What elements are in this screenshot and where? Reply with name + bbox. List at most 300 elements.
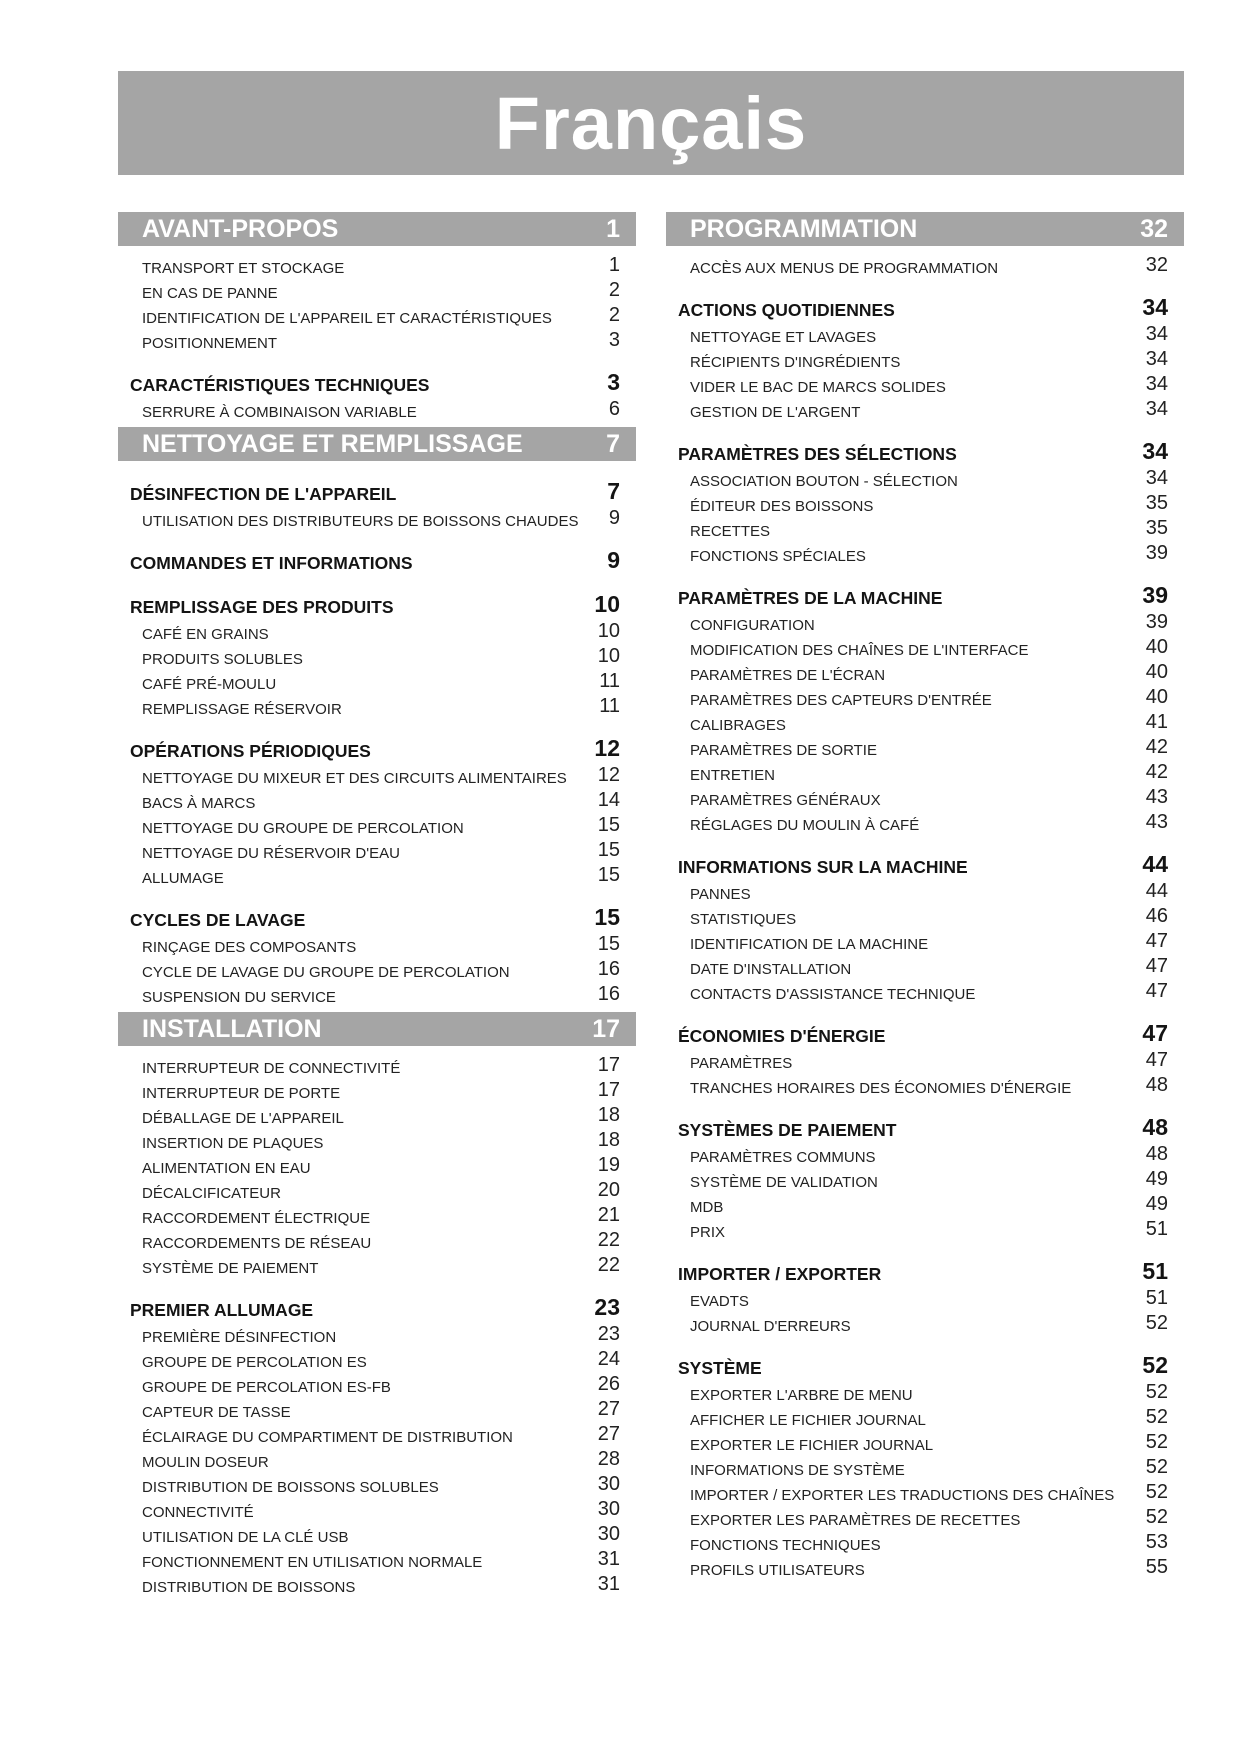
toc-page-number: 16 [597,958,620,980]
toc-item-label: EN CAS DE PANNE [142,285,278,302]
toc-item[interactable] [666,465,1184,490]
toc-item-label: PANNES [690,886,751,903]
toc-page-number: 17 [597,1079,620,1101]
toc-page-number: 22 [597,1229,620,1251]
toc-item[interactable] [666,321,1184,346]
toc-page-number: 23 [597,1323,620,1345]
toc-item[interactable] [118,1421,636,1446]
toc-page-number: 39 [1142,582,1168,608]
toc-item-label: VIDER LE BAC DE MARCS SOLIDES [690,379,946,396]
toc-page-number: 22 [597,1254,620,1276]
toc-section-label: DÉSINFECTION DE L'APPAREIL [130,484,397,504]
toc-item[interactable] [666,1047,1184,1072]
toc-item[interactable] [666,878,1184,903]
spacer [118,1277,636,1291]
toc-item[interactable] [666,659,1184,684]
toc-section[interactable] [666,435,1184,465]
toc-item-label: RÉCIPIENTS D'INGRÉDIENTS [690,354,901,371]
toc-item[interactable] [118,956,636,981]
toc-item-label: EXPORTER L'ARBRE DE MENU [690,1387,913,1404]
toc-item[interactable] [666,346,1184,371]
toc-section-label: ÉCONOMIES D'ÉNERGIE [678,1026,886,1046]
toc-item-label: CONFIGURATION [690,617,815,634]
toc-section[interactable] [118,732,636,762]
toc-page-number: 34 [1145,348,1168,370]
toc-item[interactable] [118,396,636,421]
toc-page-number: 52 [1145,1456,1168,1478]
toc-item[interactable] [666,1404,1184,1429]
toc-item[interactable] [118,762,636,787]
toc-page-number: 52 [1145,1431,1168,1453]
toc-item[interactable] [118,505,636,530]
toc-chapter-label: AVANT-PROPOS [142,214,339,243]
toc-item[interactable] [118,277,636,302]
toc-item[interactable] [118,1546,636,1571]
toc-item[interactable] [666,1429,1184,1454]
toc-item[interactable] [118,1252,636,1277]
toc-page-number: 47 [1145,980,1168,1002]
toc-item-label: ALIMENTATION EN EAU [142,1160,311,1177]
toc-page-number: 15 [594,904,620,930]
toc-item-label: PRODUITS SOLUBLES [142,651,303,668]
toc-item[interactable] [666,1191,1184,1216]
toc-item-label: PARAMÈTRES DES CAPTEURS D'ENTRÉE [690,692,992,709]
toc-section[interactable] [118,1291,636,1321]
toc-chapter[interactable] [666,212,1184,246]
toc-section-label: PARAMÈTRES DE LA MACHINE [678,588,943,608]
toc-page-number: 44 [1145,880,1168,902]
toc-page-number: 32 [1145,254,1168,276]
toc-page-number: 24 [597,1348,620,1370]
toc-right-column [666,212,1184,1579]
toc-item[interactable] [666,1479,1184,1504]
toc-page-number: 39 [1145,611,1168,633]
toc-page-number: 52 [1142,1352,1168,1378]
toc-item-label: EXPORTER LE FICHIER JOURNAL [690,1437,934,1454]
toc-item-label: IDENTIFICATION DE LA MACHINE [690,936,929,953]
toc-page-number: 44 [1142,851,1168,877]
toc-item[interactable] [118,931,636,956]
toc-item-label: ACCÈS AUX MENUS DE PROGRAMMATION [690,260,999,277]
toc-item[interactable] [118,618,636,643]
spacer [666,834,1184,848]
toc-item[interactable] [666,684,1184,709]
toc-page-number: 30 [597,1523,620,1545]
toc-item-label: TRANCHES HORAIRES DES ÉCONOMIES D'ÉNERGIE [690,1080,1072,1097]
toc-item-label: SYSTÈME DE PAIEMENT [142,1260,319,1277]
toc-item-label: DISTRIBUTION DE BOISSONS [142,1579,356,1596]
toc-section-label: SYSTÈMES DE PAIEMENT [678,1120,897,1140]
toc-item[interactable] [118,1102,636,1127]
spacer [666,277,1184,291]
toc-page-number: 1 [608,254,620,276]
toc-item-label: NETTOYAGE DU RÉSERVOIR D'EAU [142,845,400,862]
toc-page-number: 39 [1145,542,1168,564]
toc-page-number: 48 [1145,1074,1168,1096]
spacer [666,421,1184,435]
toc-section[interactable] [118,366,636,396]
toc-chapter[interactable] [118,427,636,461]
toc-item-label: TRANSPORT ET STOCKAGE [142,260,345,277]
toc-section-label: COMMANDES ET INFORMATIONS [130,553,413,573]
toc-page-number: 15 [597,839,620,861]
toc-section-label: IMPORTER / EXPORTER [678,1264,882,1284]
toc-item[interactable] [118,812,636,837]
toc-item-label: IMPORTER / EXPORTER LES TRADUCTIONS DES CHAÎNES [690,1487,1115,1504]
toc-section-label: REMPLISSAGE DES PRODUITS [130,597,394,617]
toc-item[interactable] [666,490,1184,515]
toc-item[interactable] [118,668,636,693]
toc-page-number: 16 [597,983,620,1005]
toc-item-label: PROFILS UTILISATEURS [690,1562,865,1579]
toc-item-label: UTILISATION DE LA CLÉ USB [142,1529,349,1546]
toc-item[interactable] [666,709,1184,734]
toc-page-number: 35 [1145,492,1168,514]
toc-page-number: 34 [1142,294,1168,320]
toc-page-number: 47 [1145,1049,1168,1071]
toc-item[interactable] [666,1141,1184,1166]
toc-item[interactable] [666,1072,1184,1097]
toc-item-label: ÉCLAIRAGE DU COMPARTIMENT DE DISTRIBUTION [142,1429,513,1446]
toc-page-number: 17 [592,1014,620,1043]
toc-page-number: 12 [594,735,620,761]
toc-item[interactable] [666,784,1184,809]
toc-section-label: OPÉRATIONS PÉRIODIQUES [130,741,371,761]
toc-item[interactable] [118,302,636,327]
toc-item[interactable] [666,928,1184,953]
toc-item-label: RÉGLAGES DU MOULIN À CAFÉ [690,817,920,834]
spacer [118,887,636,901]
toc-item[interactable] [118,1052,636,1077]
toc-item[interactable] [118,1371,636,1396]
toc-item[interactable] [666,1379,1184,1404]
toc-item[interactable] [666,515,1184,540]
toc-page-number: 15 [597,864,620,886]
toc-section-label: PREMIER ALLUMAGE [130,1300,314,1320]
toc-item-label: NETTOYAGE DU MIXEUR ET DES CIRCUITS ALIMENTAIRES [142,770,567,787]
toc-item-label: DÉBALLAGE DE L'APPAREIL [142,1110,344,1127]
toc-page-number: 3 [608,329,620,351]
spacer [666,565,1184,579]
toc-item[interactable] [118,837,636,862]
toc-item-label: FONCTIONS SPÉCIALES [690,548,866,565]
toc-page-number: 52 [1145,1312,1168,1334]
toc-page-number: 47 [1145,930,1168,952]
toc-page-number: 11 [599,670,620,692]
toc-section-label: CYCLES DE LAVAGE [130,910,306,930]
title-banner [118,71,1184,175]
toc-page-number: 34 [1145,373,1168,395]
toc-item[interactable] [118,252,636,277]
toc-page-number: 11 [599,695,620,717]
toc-page-number: 52 [1145,1481,1168,1503]
toc-item-label: GROUPE DE PERCOLATION ES [142,1354,367,1371]
page-title: Français [494,81,808,165]
toc-item-label: JOURNAL D'ERREURS [690,1318,851,1335]
toc-item-label: FONCTIONS TECHNIQUES [690,1537,881,1554]
toc-item[interactable] [666,1310,1184,1335]
toc-page-number: 15 [597,933,620,955]
toc-item[interactable] [666,1454,1184,1479]
toc-page-number: 34 [1145,323,1168,345]
toc-page-number: 6 [608,398,620,420]
toc-page-number: 31 [597,1548,620,1570]
toc-page-number: 1 [606,214,620,243]
toc-page-number: 52 [1145,1506,1168,1528]
toc-item-label: PARAMÈTRES COMMUNS [690,1149,876,1166]
spacer [666,1241,1184,1255]
spacer [118,461,636,475]
toc-item-label: PARAMÈTRES GÉNÉRAUX [690,792,881,809]
toc-chapter-label: NETTOYAGE ET REMPLISSAGE [142,429,523,458]
toc-item-label: EVADTS [690,1293,749,1310]
toc-item-label: INTERRUPTEUR DE CONNECTIVITÉ [142,1060,401,1077]
spacer [118,718,636,732]
toc-page-number: 46 [1145,905,1168,927]
toc-item-label: INTERRUPTEUR DE PORTE [142,1085,341,1102]
toc-item-label: GROUPE DE PERCOLATION ES-FB [142,1379,391,1396]
toc-page-number: 10 [597,645,620,667]
toc-item-label: CAPTEUR DE TASSE [142,1404,291,1421]
spacer [666,1097,1184,1111]
toc-item[interactable] [666,1529,1184,1554]
toc-page-number: 7 [607,478,620,504]
toc-item[interactable] [118,1202,636,1227]
toc-item[interactable] [666,1504,1184,1529]
toc-page-number: 42 [1145,761,1168,783]
toc-item[interactable] [118,643,636,668]
toc-item[interactable] [666,540,1184,565]
toc-item[interactable] [666,609,1184,634]
toc-section-label: PARAMÈTRES DES SÉLECTIONS [678,444,957,464]
spacer [666,1003,1184,1017]
toc-item[interactable] [666,396,1184,421]
toc-page-number: 40 [1145,661,1168,683]
toc-page-number: 17 [597,1054,620,1076]
toc-page-number: 34 [1145,467,1168,489]
toc-item[interactable] [666,634,1184,659]
toc-page-number: 10 [594,591,620,617]
toc-chapter[interactable] [118,212,636,246]
toc-section[interactable] [666,1255,1184,1285]
toc-item-label: DATE D'INSTALLATION [690,961,852,978]
toc-section[interactable] [118,901,636,931]
toc-page-number: 49 [1145,1193,1168,1215]
toc-page-number: 12 [597,764,620,786]
toc-section[interactable] [666,579,1184,609]
toc-page-number: 52 [1145,1381,1168,1403]
toc-item-label: CAFÉ PRÉ-MOULU [142,676,277,693]
toc-item-label: SUSPENSION DU SERVICE [142,989,336,1006]
toc-page-number: 23 [594,1294,620,1320]
toc-item[interactable] [666,1166,1184,1191]
toc-item[interactable] [118,1177,636,1202]
toc-section[interactable] [666,848,1184,878]
toc-page-number: 43 [1145,786,1168,808]
toc-page-number: 49 [1145,1168,1168,1190]
toc-page-number: 21 [597,1204,620,1226]
toc-item[interactable] [118,1321,636,1346]
toc-page-number: 55 [1145,1556,1168,1578]
toc-page-number: 47 [1142,1020,1168,1046]
toc-item[interactable] [118,1496,636,1521]
toc-item-label: REMPLISSAGE RÉSERVOIR [142,701,342,718]
toc-page-number: 31 [597,1573,620,1595]
toc-item[interactable] [118,787,636,812]
spacer [666,1335,1184,1349]
toc-item-label: PRIX [690,1224,726,1241]
toc-item-label: ÉDITEUR DES BOISSONS [690,498,874,515]
toc-item-label: ASSOCIATION BOUTON - SÉLECTION [690,473,958,490]
toc-page-number: 51 [1145,1218,1168,1240]
toc-page-number: 9 [608,507,620,529]
toc-page-number: 51 [1145,1287,1168,1309]
toc-item[interactable] [666,978,1184,1003]
toc-item[interactable] [118,981,636,1006]
toc-item-label: CAFÉ EN GRAINS [142,626,269,643]
toc-item-label: RECETTES [690,523,771,540]
toc-item-label: CONNECTIVITÉ [142,1504,254,1521]
toc-item[interactable] [666,903,1184,928]
toc-item-label: DISTRIBUTION DE BOISSONS SOLUBLES [142,1479,439,1496]
toc-section[interactable] [666,291,1184,321]
toc-item-label: FONCTIONNEMENT EN UTILISATION NORMALE [142,1554,483,1571]
toc-page-number: 27 [597,1423,620,1445]
toc-section[interactable] [118,475,636,505]
toc-page-number: 48 [1145,1143,1168,1165]
toc-item-label: ALLUMAGE [142,870,224,887]
toc-left-column [118,212,636,1596]
toc-item-label: SYSTÈME DE VALIDATION [690,1174,878,1191]
toc-page-number: 30 [597,1498,620,1520]
toc-item[interactable] [666,1216,1184,1241]
toc-section[interactable] [666,1017,1184,1047]
toc-page-number: 27 [597,1398,620,1420]
toc-section-label: ACTIONS QUOTIDIENNES [678,300,895,320]
toc-page-number: 15 [597,814,620,836]
toc-item-label: INFORMATIONS DE SYSTÈME [690,1462,905,1479]
toc-page-number: 48 [1142,1114,1168,1140]
toc-item[interactable] [118,1571,636,1596]
toc-item-label: RACCORDEMENTS DE RÉSEAU [142,1235,372,1252]
toc-chapter-label: PROGRAMMATION [690,214,918,243]
toc-item[interactable] [666,1285,1184,1310]
toc-page-number: 19 [597,1154,620,1176]
toc-item-label: MDB [690,1199,724,1216]
toc-page-number: 53 [1145,1531,1168,1553]
spacer [118,352,636,366]
toc-item[interactable] [118,1127,636,1152]
toc-item-label: MOULIN DOSEUR [142,1454,269,1471]
toc-page-number: 10 [597,620,620,642]
toc-item-label: CALIBRAGES [690,717,786,734]
toc-section[interactable] [666,1111,1184,1141]
toc-item-label: ENTRETIEN [690,767,776,784]
toc-item[interactable] [666,759,1184,784]
toc-item-label: RACCORDEMENT ÉLECTRIQUE [142,1210,371,1227]
toc-item[interactable] [118,1396,636,1421]
toc-item-label: EXPORTER LES PARAMÈTRES DE RECETTES [690,1512,1021,1529]
toc-page-number: 14 [597,789,620,811]
toc-page-number: 34 [1142,438,1168,464]
toc-section[interactable] [118,544,636,574]
toc-page-number: 30 [597,1473,620,1495]
toc-section-label: CARACTÉRISTIQUES TECHNIQUES [130,375,430,395]
toc-item-label: STATISTIQUES [690,911,797,928]
toc-item[interactable] [666,953,1184,978]
toc-item[interactable] [118,1227,636,1252]
toc-item[interactable] [118,1077,636,1102]
toc-section-label: SYSTÈME [678,1358,762,1378]
toc-page-number: 52 [1145,1406,1168,1428]
toc-page-number: 34 [1145,398,1168,420]
toc-item-label: DÉCALCIFICATEUR [142,1185,281,1202]
toc-item-label: NETTOYAGE DU GROUPE DE PERCOLATION [142,820,464,837]
toc-page-number: 41 [1145,711,1168,733]
toc-section[interactable] [666,1349,1184,1379]
toc-item[interactable] [666,734,1184,759]
toc-item[interactable] [118,327,636,352]
toc-page-number: 18 [597,1129,620,1151]
toc-page-number: 42 [1145,736,1168,758]
toc-page-number: 43 [1145,811,1168,833]
toc-item-label: NETTOYAGE ET LAVAGES [690,329,877,346]
toc-page-number: 7 [606,429,620,458]
toc-item[interactable] [118,1521,636,1546]
toc-item-label: GESTION DE L'ARGENT [690,404,861,421]
spacer [118,574,636,588]
toc-page-number: 28 [597,1448,620,1470]
toc-item-label: PARAMÈTRES DE SORTIE [690,742,877,759]
toc-page-number: 9 [607,547,620,573]
toc-item-label: IDENTIFICATION DE L'APPAREIL ET CARACTÉRISTIQUES [142,310,552,327]
toc-item[interactable] [666,371,1184,396]
toc-item[interactable] [118,1346,636,1371]
toc-item[interactable] [118,1152,636,1177]
toc-item-label: AFFICHER LE FICHIER JOURNAL [690,1412,926,1429]
toc-item-label: INSERTION DE PLAQUES [142,1135,324,1152]
toc-page-number: 18 [597,1104,620,1126]
toc-item[interactable] [118,1471,636,1496]
toc-item-label: BACS À MARCS [142,795,256,812]
toc-page-number: 3 [607,369,620,395]
toc-item[interactable] [118,693,636,718]
toc-page-number: 35 [1145,517,1168,539]
toc-item-label: POSITIONNEMENT [142,335,278,352]
toc-page-number: 40 [1145,686,1168,708]
toc-item-label: UTILISATION DES DISTRIBUTEURS DE BOISSONS CHAUDES [142,513,579,530]
toc-item-label: CYCLE DE LAVAGE DU GROUPE DE PERCOLATION [142,964,510,981]
toc-page-number: 2 [608,304,620,326]
toc-item-label: SERRURE À COMBINAISON VARIABLE [142,404,417,421]
toc-item[interactable] [666,252,1184,277]
toc-item[interactable] [666,809,1184,834]
toc-item[interactable] [666,1554,1184,1579]
toc-page-number: 26 [597,1373,620,1395]
toc-chapter[interactable] [118,1012,636,1046]
toc-section[interactable] [118,588,636,618]
toc-page-number: 47 [1145,955,1168,977]
toc-section-label: INFORMATIONS SUR LA MACHINE [678,857,968,877]
toc-item[interactable] [118,862,636,887]
toc-item-label: CONTACTS D'ASSISTANCE TECHNIQUE [690,986,976,1003]
toc-item-label: PARAMÈTRES [690,1055,793,1072]
toc-chapter-label: INSTALLATION [142,1014,322,1043]
toc-page-number: 2 [608,279,620,301]
toc-item-label: RINÇAGE DES COMPOSANTS [142,939,357,956]
toc-item-label: MODIFICATION DES CHAÎNES DE L'INTERFACE [690,642,1029,659]
toc-item[interactable] [118,1446,636,1471]
